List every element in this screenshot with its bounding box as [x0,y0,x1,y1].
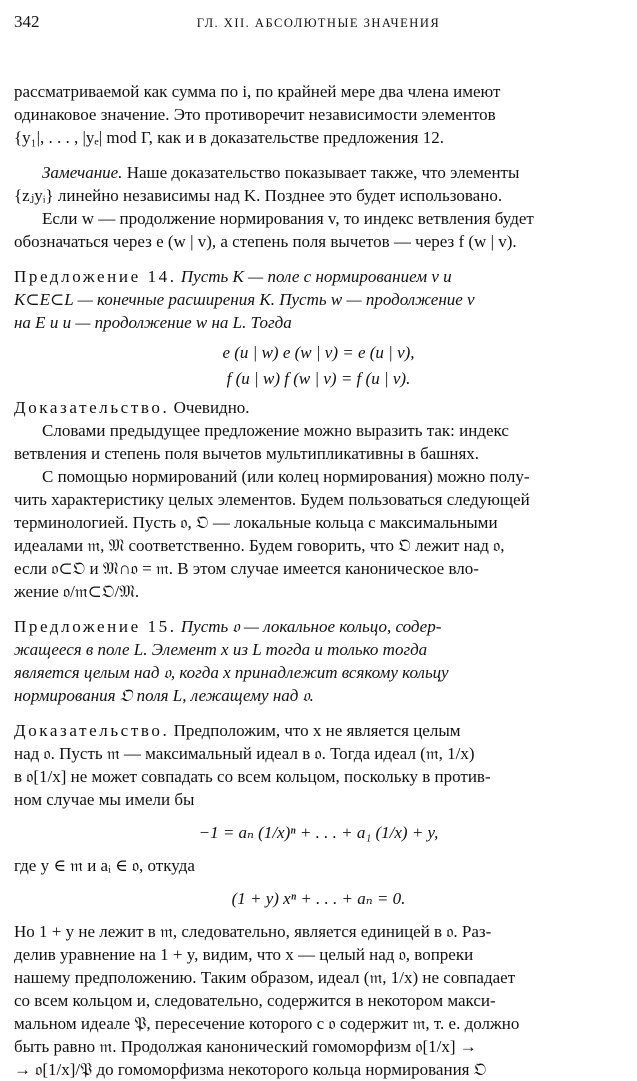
text-line: на E и u — продолжение w на L. Тогда [14,313,292,332]
text-line: Очевидно. [169,398,250,417]
text-line: Если w — продолжение нормирования v, то индекс ветвления будет [42,209,534,228]
proof-label: Доказательство. [14,398,170,417]
text-line: Предположим, что x не является целым [169,721,461,740]
proof-label: Доказательство. [14,721,170,740]
remark-paragraph [14,161,623,207]
text-line: мальном идеале 𝔓, пересечение которого с 𝔬 содержит 𝔪, т. е. должно [14,1014,520,1033]
text-line: делив уравнение на 1 + y, видим, что x — целый над 𝔬, вопреки [14,945,474,964]
text-line: если 𝔬⊂𝔒 и 𝔐∩𝔬 = 𝔪. В этом случае имеется каноническое вло- [14,559,479,578]
paragraph-notation [14,207,623,253]
text-line: жение 𝔬/𝔪⊂𝔒/𝔐. [14,582,140,601]
running-title: ГЛ. XII. АБСОЛЮТНЫЕ ЗНАЧЕНИЯ [196,16,441,30]
text-line: нашему предположению. Таким образом, идеал (𝔪, 1/x) не совпадает [14,968,516,987]
text-line: со всем кольцом и, следовательно, содержится в некотором макси- [14,991,496,1010]
text-line: жащееся в поле L. Элемент x из L тогда и только тогда [14,640,428,659]
text-line: быть равно 𝔪. Продолжая канонический гомоморфизм 𝔬[1/x] → [14,1037,477,1056]
text-line: нормирования 𝔒 поля L, лежащему над 𝔬. [14,686,314,705]
text-line: над 𝔬. Пусть 𝔪 — максимальный идеал в 𝔬. Тогда идеал (𝔪, 1/x) [14,744,475,763]
text-line: одинаковое значение. Это противоречит независимости элементов [14,105,496,124]
formula-block [14,340,623,392]
text-line: терминологией. Пусть 𝔬, 𝔒 — локальные кольца с максимальными [14,513,498,532]
paragraph-conclusion [14,920,623,1081]
text-line: Пусть 𝔬 — локальное кольцо, содер- [176,617,442,636]
formula-line [14,821,623,844]
paragraph-words [14,419,623,465]
paragraph-integral [14,465,623,603]
text-line: K⊂E⊂L — конечные расширения K. Пусть w — продолжение v [14,290,475,309]
formula-text: −1 = aₙ (1/x)ⁿ + . . . + a₁ (1/x) + y, [198,823,439,842]
text-line: {y₁|, . . . , |yₑ| mod Γ, как и в доказательстве предложения 12. [14,128,444,147]
formula-line: f (u | w) f (w | v) = f (u | v). [226,369,411,388]
text-line: является целым над 𝔬, когда x принадлежит всякому кольцу [14,663,449,682]
text-line: чить характеристику целых элементов. Будем пользоваться следующей [14,490,530,509]
text-line: обозначаться через e (w | v), а степень поля вычетов — через f (w | v). [14,232,517,251]
proof-paragraph [14,396,623,419]
text-line: ветвления и степень поля вычетов мультипликативны в башнях. [14,444,480,463]
paragraph-continuation [14,80,623,149]
text-line: в 𝔬[1/x] не может совпадать со всем кольцом, поскольку в против- [14,767,491,786]
text-line: {zⱼyᵢ} линейно независимы над K. Позднее это будет использовано. [14,186,503,205]
formula-text: (1 + y) xⁿ + . . . + aₙ = 0. [231,889,406,908]
remark-label: Замечание. [42,163,123,182]
page-header [14,10,623,36]
proposition-label: Предложение 15. [14,617,177,636]
page-number: 342 [14,12,40,31]
formula-line: e (u | w) e (w | v) = e (u | v), [222,343,415,362]
proof-paragraph [14,719,623,811]
formula-line [14,887,623,910]
proposition-label: Предложение 14. [14,267,177,286]
proposition-15 [14,615,623,707]
where-line [14,854,623,877]
text-line: → 𝔬[1/x]/𝔓 до гомоморфизма некоторого кольца нормирования 𝔒 [14,1060,487,1079]
text-line: Словами предыдущее предложение можно выразить так: индекс [42,421,509,440]
text-line: где y ∈ 𝔪 и aᵢ ∈ 𝔬, откуда [14,856,195,875]
proposition-14 [14,265,623,334]
text-line: Пусть K — поле с нормированием v и [176,267,452,286]
text-line: Но 1 + y не лежит в 𝔪, следовательно, является единицей в 𝔬. Раз- [14,922,492,941]
text-line: ном случае мы имели бы [14,790,195,809]
text-line: Наше доказательство показывает также, что элементы [122,163,520,182]
text-line: С помощью нормирований (или колец нормирования) можно полу- [42,467,530,486]
text-line: идеалами 𝔪, 𝔐 соответственно. Будем говорить, что 𝔒 лежит над 𝔬, [14,536,505,555]
text-line: рассматриваемой как сумма по i, по крайней мере два члена имеют [14,82,501,101]
